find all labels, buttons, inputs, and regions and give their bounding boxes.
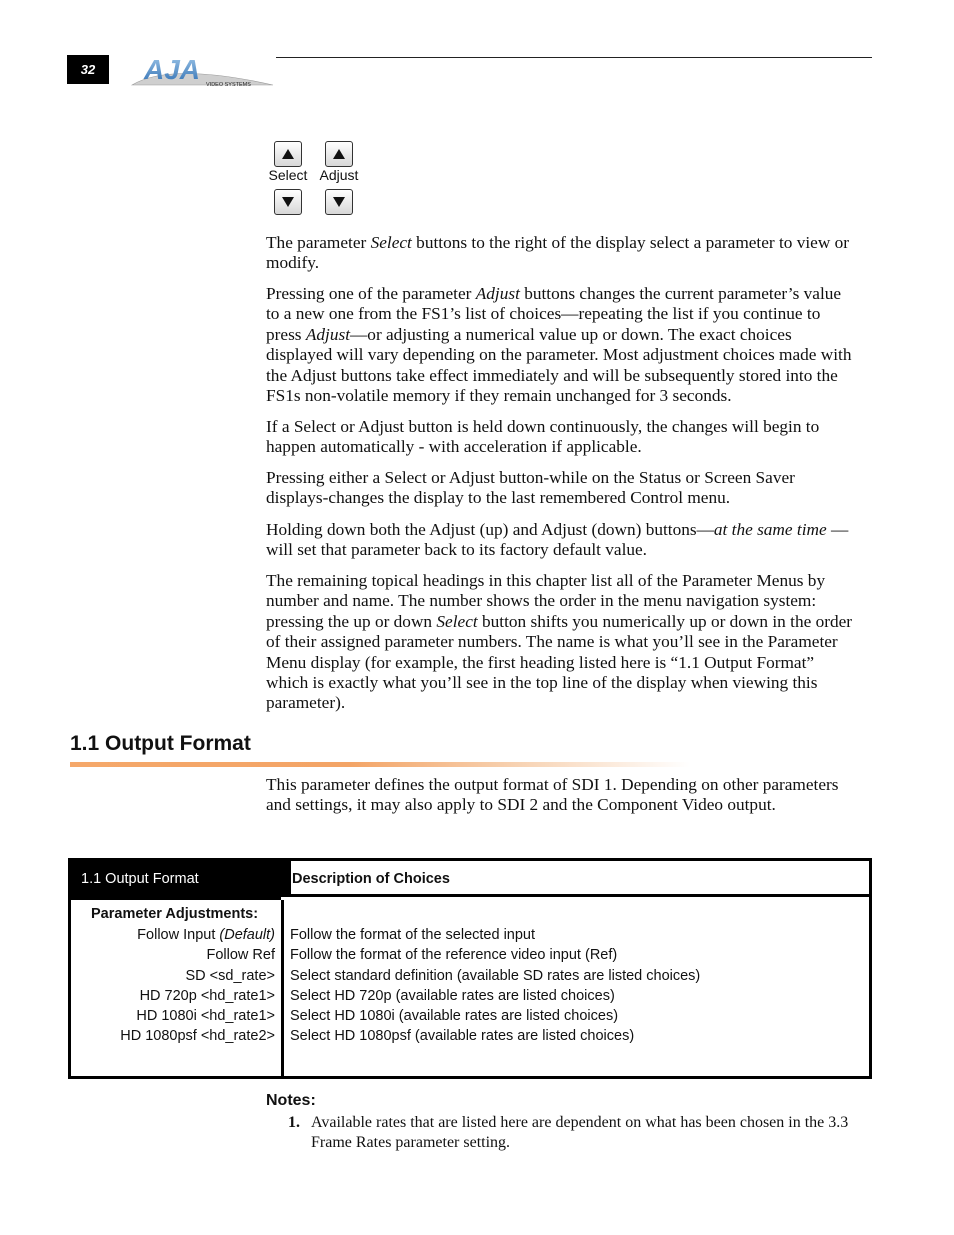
table-row-param: Follow Ref	[206, 947, 275, 964]
choice-list	[290, 925, 700, 1047]
paragraph-hold-button: If a Select or Adjust button is held down continuously, the changes will begin to happen automatically - with acceleration if applicable.	[266, 417, 820, 457]
table-row-choice: Follow the format of the reference video input (Ref)	[290, 947, 618, 964]
logo-subtext: VIDEO SYSTEMS	[206, 82, 251, 88]
parameter-table	[68, 858, 872, 1079]
table-header-parameter: 1.1 Output Format	[71, 861, 291, 897]
logo-text: AJA	[144, 54, 201, 85]
default-tag: (Default)	[219, 927, 275, 943]
paragraph-status-screen: Pressing either a Select or Adjust button-while on the Status or Screen Saver displays-changes the display to the last remembered Control menu.	[266, 468, 795, 508]
table-row-choice: Select HD 720p (available rates are listed choices)	[290, 987, 615, 1004]
parameter-adjustments-title: Parameter Adjustments:	[91, 906, 259, 922]
paragraph-parameter-menus: The remaining topical headings in this chapter list all of the Parameter Menus by number and name. The number shows the order in the menu navigation system: pressing the up or down Select button shifts you numerically up or down in the order of their assigned parameter numbers. The name is what you’ll see in the Parameter Menu display (for example, the first heading listed here is “1.1 Output Format” which is exactly what you’ll see in the top line of the display when viewing this parameter).	[266, 571, 853, 713]
section-heading: 1.1 Output Format	[70, 732, 251, 755]
page-number: 32	[67, 55, 109, 84]
adjust-label: Adjust	[319, 167, 359, 183]
triangle-up-icon	[281, 148, 295, 160]
note-text: Available rates that are listed here are dependent on what has been chosen in the 3.3 Frame Rates parameter setting.	[311, 1114, 849, 1152]
table-row-choice: Select standard definition (available SD rates are listed choices)	[290, 967, 701, 984]
table-row-choice: Select HD 1080psf (available rates are listed choices)	[290, 1028, 635, 1045]
select-button-group	[268, 141, 308, 215]
table-row-param: HD 720p <hd_rate1>	[139, 987, 275, 1004]
paragraph-factory-default: Holding down both the Adjust (up) and Adjust (down) buttons—at the same time —will set that parameter back to its factory default value.	[266, 520, 849, 560]
parameter-list	[120, 925, 275, 1047]
adjust-up-button	[325, 141, 353, 167]
table-row-choice: Follow the format of the selected input	[290, 927, 536, 943]
paragraph-adjust-buttons: Pressing one of the parameter Adjust buttons changes the current parameter’s value to a new one from the FS1’s list of choices—repeating the list if you continue to press Adjust—or adjusting a numerical value up or down. The exact choices displayed will vary depending on the parameter. Most adjustment choices made with the Adjust buttons take effect immediately and will be subsequently stored into the FS1s non-volatile memory if they remain unchanged for 3 seconds.	[266, 284, 852, 406]
table-row-param: HD 1080psf <hd_rate2>	[120, 1028, 275, 1045]
select-up-button	[274, 141, 302, 167]
aja-logo	[130, 52, 275, 88]
table-header-description: Description of Choices	[281, 861, 869, 897]
note-item	[288, 1113, 858, 1154]
table-row-param: HD 1080i <hd_rate1>	[136, 1008, 275, 1025]
table-row-choice: Select HD 1080i (available rates are listed choices)	[290, 1008, 619, 1025]
select-down-button	[274, 189, 302, 215]
note-number: 1.	[288, 1114, 300, 1131]
triangle-up-icon	[332, 148, 346, 160]
table-row-param: Follow Input (Default)	[137, 927, 275, 943]
heading-rule	[70, 762, 690, 767]
paragraph-select-buttons: The parameter Select buttons to the right of the display select a parameter to view or modify.	[266, 233, 850, 273]
header-rule	[276, 57, 872, 58]
triangle-down-icon	[332, 196, 346, 208]
select-label: Select	[268, 167, 308, 183]
notes-title: Notes:	[266, 1092, 316, 1109]
adjust-button-group	[319, 141, 359, 215]
table-row-param: SD <sd_rate>	[185, 967, 275, 984]
triangle-down-icon	[281, 196, 295, 208]
section-description: This parameter defines the output format of SDI 1. Depending on other parameters and settings, it may also apply to SDI 2 and the Component Video output.	[266, 775, 839, 815]
adjust-down-button	[325, 189, 353, 215]
